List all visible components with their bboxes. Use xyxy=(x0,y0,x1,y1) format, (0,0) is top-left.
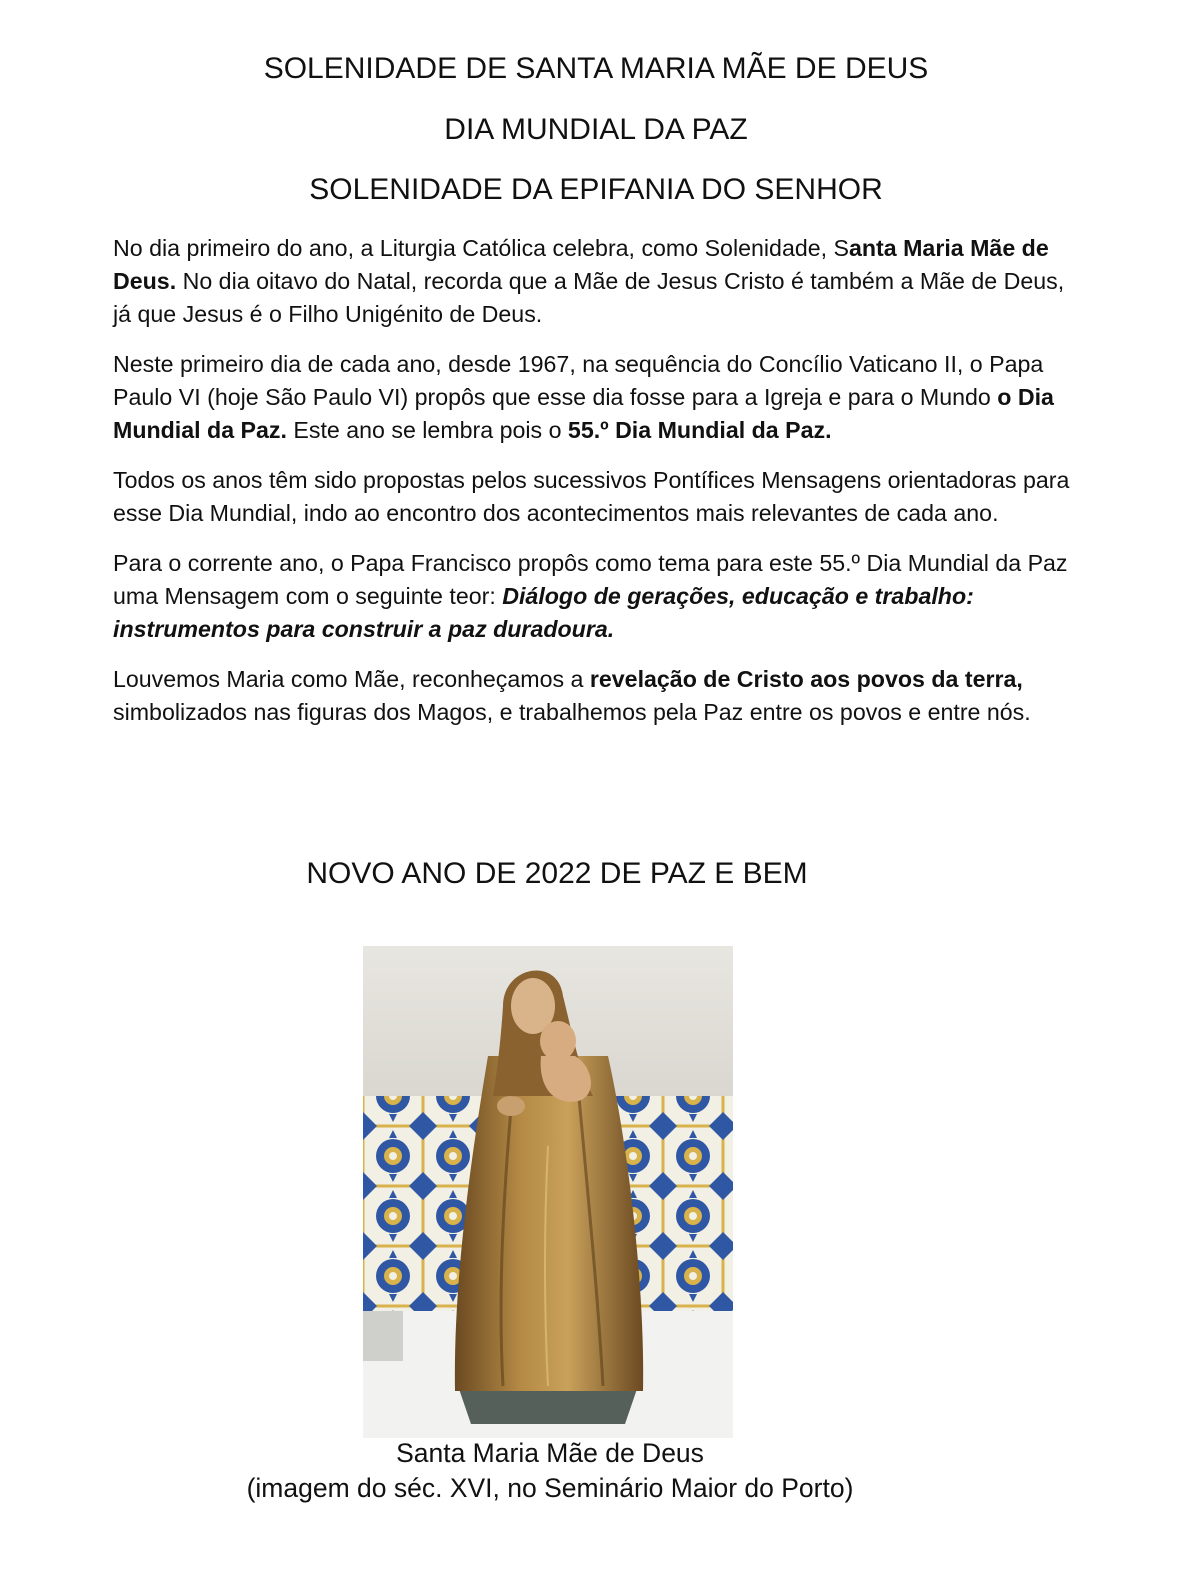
title-solenidade-epifania: SOLENIDADE DA EPIFANIA DO SENHOR xyxy=(309,173,883,206)
body-text xyxy=(113,232,1088,746)
closing-greeting: NOVO ANO DE 2022 DE PAZ E BEM xyxy=(306,857,808,890)
p3-text: Todos os anos têm sido propostas pelos sucessivos Pontífices Mensagens orientadoras para esse Dia Mundial, indo ao encontro dos acontecimentos mais relevantes de cada ano. xyxy=(113,467,1070,526)
p2-bold-55-dia: 55.º Dia Mundial da Paz. xyxy=(567,417,832,443)
p1-text-a: No dia primeiro do ano, a Liturgia Católica celebra, como Solenidade, S xyxy=(113,235,849,261)
title-dia-mundial-da-paz: DIA MUNDIAL DA PAZ xyxy=(444,113,748,146)
p1-text-c: No dia oitavo do Natal, recorda que a Mãe de Jesus Cristo é também a Mãe de Deus, já que Jesus é o Filho Unigénito de Deus. xyxy=(113,268,1065,327)
p2-text-a: Neste primeiro dia de cada ano, desde 1967, na sequência do Concílio Vaticano II, o Papa Paulo VI (hoje São Paulo VI) propôs que esse dia fosse para a Igreja e para o Mundo xyxy=(113,351,1044,410)
statue-photo xyxy=(363,946,733,1438)
p1-bold-santa-maria: anta Maria Mãe de Deus. xyxy=(113,235,1049,294)
caption-title: Santa Maria Mãe de Deus xyxy=(396,1438,704,1468)
paragraph-3 xyxy=(113,464,1088,530)
p4-text-a: Para o corrente ano, o Papa Francisco propôs como tema para este 55.º Dia Mundial da Paz uma Mensagem com o seguinte teor: xyxy=(113,550,1068,609)
title-solenidade-santa-maria: SOLENIDADE DE SANTA MARIA MÃE DE DEUS xyxy=(263,52,929,85)
paragraph-1 xyxy=(113,232,1088,331)
p5-text-c: simbolizados nas figuras dos Magos, e trabalhemos pela Paz entre os povos e entre nós. xyxy=(113,699,1031,725)
paragraph-4 xyxy=(113,547,1088,646)
p5-text-a: Louvemos Maria como Mãe, reconheçamos a xyxy=(113,666,590,692)
paragraph-2 xyxy=(113,348,1088,447)
paragraph-5 xyxy=(113,663,1088,729)
p2-text-c: Este ano se lembra pois o xyxy=(286,417,568,443)
caption-subtitle: (imagem do séc. XVI, no Seminário Maior do Porto) xyxy=(246,1473,854,1503)
p2-bold-dia-mundial: o Dia Mundial da Paz. xyxy=(113,384,1054,443)
p5-bold-revelacao: revelação de Cristo aos povos da terra, xyxy=(589,666,1023,692)
p4-theme-quote: Diálogo de gerações, educação e trabalho: instrumentos para construir a paz duradoura. xyxy=(113,583,974,642)
statue-illustration xyxy=(363,946,733,1438)
